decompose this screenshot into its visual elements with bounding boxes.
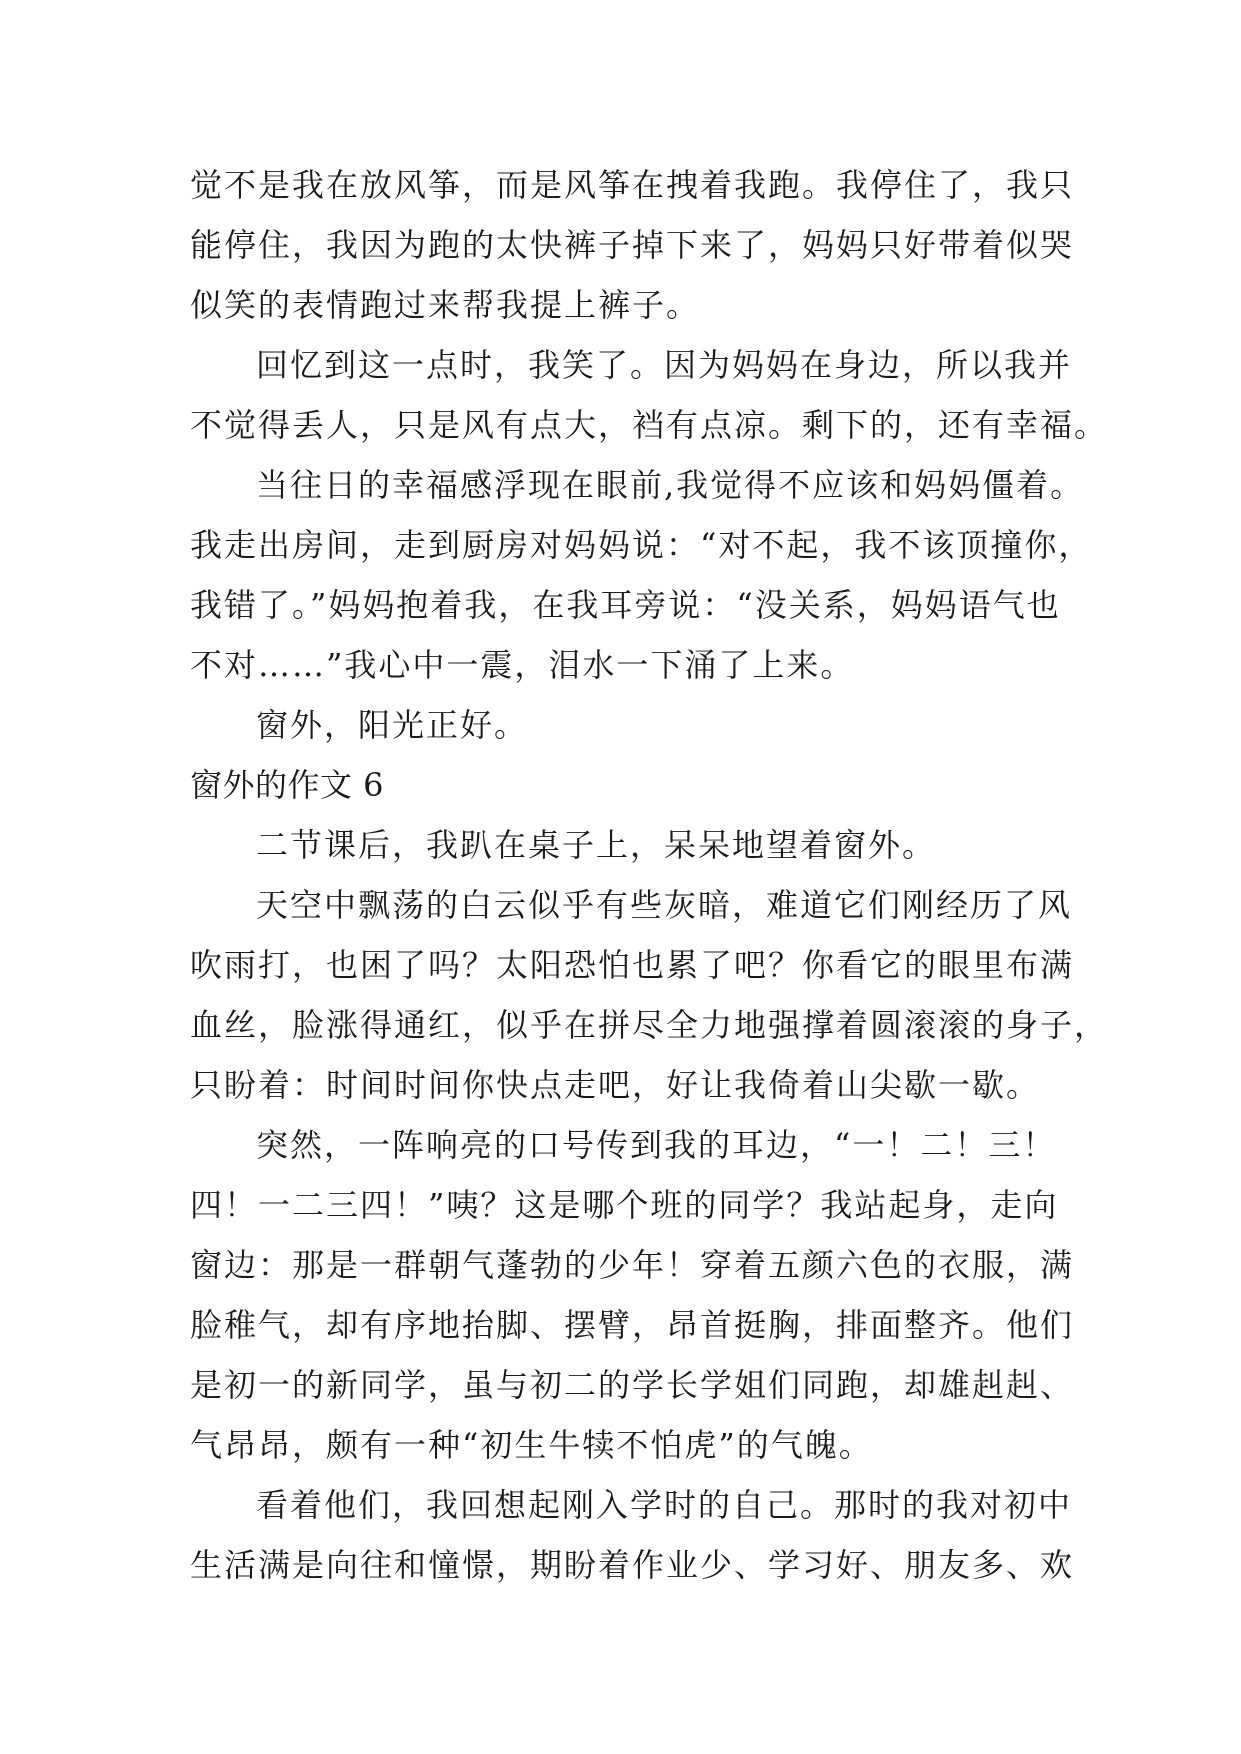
text-line: 当往日的幸福感浮现在眼前,我觉得不应该和妈妈僵着。 — [256, 466, 1085, 504]
text-line: 看着他们，我回想起刚入学时的自己。那时的我对初中 — [256, 1486, 1073, 1524]
text-line: 气昂昂，颇有一种“初生牛犊不怕虎”的气魄。 — [190, 1426, 873, 1464]
text-line: 我走出房间，走到厨房对妈妈说：“对不起，我不该顶撞你， — [190, 526, 1093, 564]
text-line: 不觉得丢人，只是风有点大，裆有点凉。剩下的，还有幸福。 — [190, 406, 1109, 444]
paragraph — [190, 1475, 1075, 1595]
text-line: 四！一二三四！”咦？这是哪个班的同学？我站起身，走向 — [190, 1186, 1059, 1224]
paragraph — [190, 155, 1075, 335]
text-line: 不对……”我心中一震，泪水一下涌了上来。 — [190, 646, 855, 684]
text-line: 生活满是向往和憧憬，期盼着作业少、学习好、朋友多、欢 — [190, 1546, 1075, 1584]
text-line: 觉不是我在放风筝，而是风筝在拽着我跑。我停住了，我只 — [190, 166, 1075, 204]
paragraph — [190, 335, 1109, 455]
text-line: 窗边：那是一群朝气蓬勃的少年！穿着五颜六色的衣服，满 — [190, 1246, 1075, 1284]
text-line: 血丝，脸涨得通红，似乎在拼尽全力地强撑着圆滚滚的身子， — [190, 1006, 1109, 1044]
document-page — [190, 155, 1109, 1595]
text-line: 能停住，我因为跑的太快裤子掉下来了，妈妈只好带着似哭 — [190, 226, 1075, 264]
text-line: 我错了。”妈妈抱着我，在我耳旁说：“没关系，妈妈语气也 — [190, 586, 1061, 624]
paragraph — [190, 695, 1052, 755]
text-line: 吹雨打，也困了吗？太阳恐怕也累了吧？你看它的眼里布满 — [190, 946, 1075, 984]
text-line: 天空中飘荡的白云似乎有些灰暗，难道它们刚经历了风 — [256, 886, 1073, 924]
section-heading: 窗外的作文 6 — [190, 766, 385, 804]
text-line: 二节课后，我趴在桌子上，呆呆地望着窗外。 — [256, 826, 937, 864]
paragraph — [190, 455, 1093, 695]
text-line: 脸稚气，却有序地抬脚、摆臂，昂首挺胸，排面整齐。他们 — [190, 1306, 1075, 1344]
paragraph — [190, 875, 1109, 1115]
text-line: 突然，一阵响亮的口号传到我的耳边，“一！二！三！ — [256, 1126, 1057, 1164]
text-line: 窗外，阳光正好。 — [256, 706, 529, 744]
text-line: 回忆到这一点时，我笑了。因为妈妈在身边，所以我并 — [256, 346, 1073, 384]
paragraph — [190, 815, 1052, 875]
text-line: 似笑的表情跑过来帮我提上裤子。 — [190, 286, 701, 324]
paragraph — [190, 1115, 1075, 1475]
text-line: 是初一的新同学，虽与初二的学长学姐们同跑，却雄赳赳、 — [190, 1366, 1075, 1404]
text-line: 只盼着：时间时间你快点走吧，好让我倚着山尖歇一歇。 — [190, 1066, 1041, 1104]
